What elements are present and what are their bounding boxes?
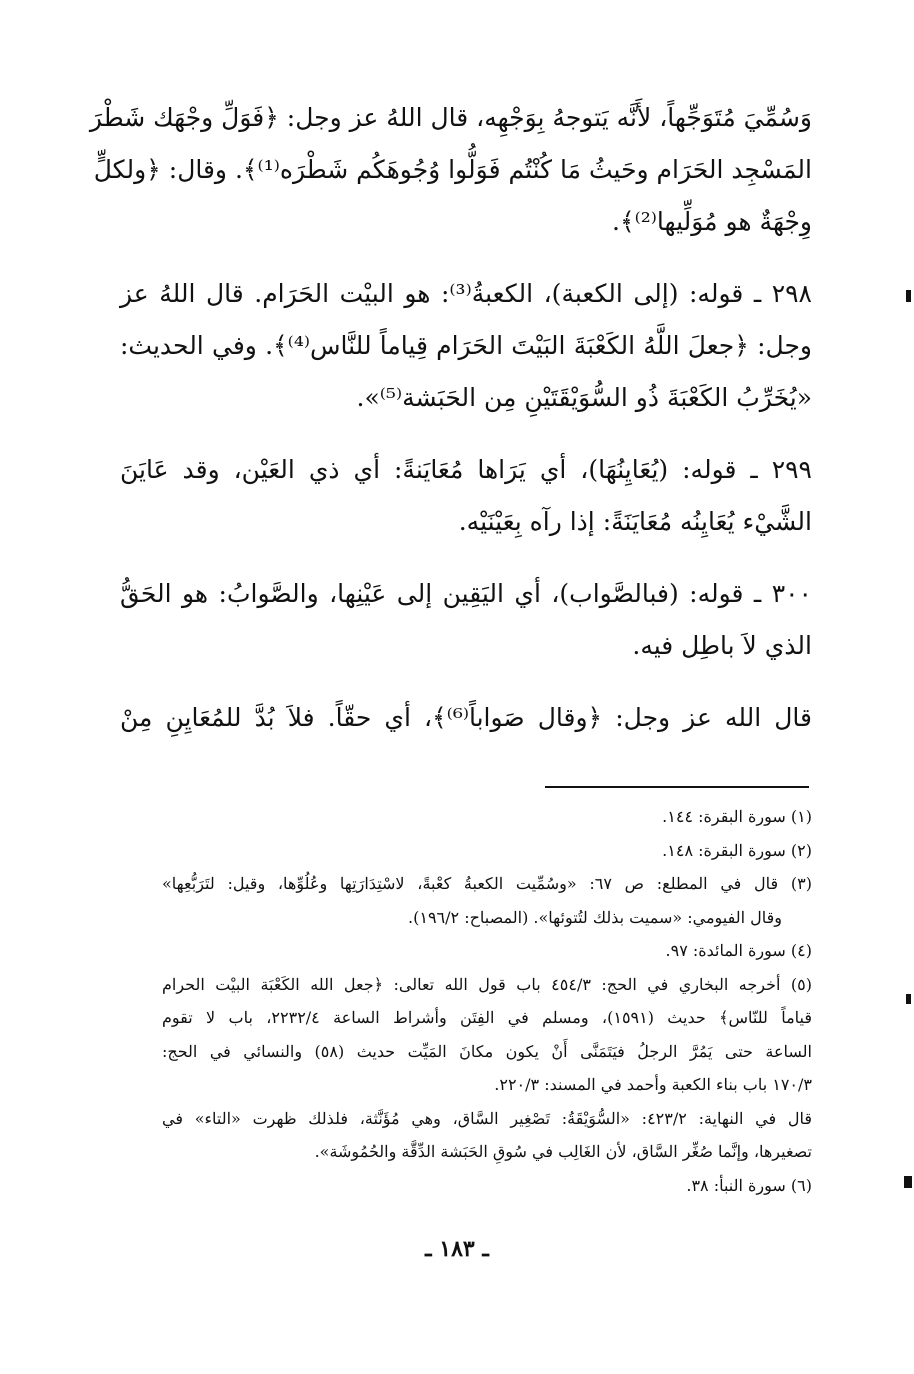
footnote-line: (٤) سورة المائدة: ٩٧. [665, 941, 812, 960]
scan-edge-mark [906, 290, 911, 302]
footnote-line: وقال الفيومي: «سميت بذلك لتُتوئها». (المصباح: ١٩٦/٢). [408, 907, 782, 927]
text-line: المَسْجِد الحَرَام وحَيثُ مَا كُنْتُم فَوَلُّوا وُجُوهَكُم شَطْرَه⁽¹⁾﴾. وقال: ﴿ولكلٍّ [93, 155, 812, 184]
text-line: الذي لاَ باطِل فيه. [632, 631, 812, 660]
footnote-line: ١٧٠/٣ باب بناء الكعبة وأحمد في المسند: ٢٢٠/٣. [494, 1075, 812, 1094]
text-line: قال الله عز وجل: ﴿وقال صَواباً⁽⁶⁾﴾، أي حقّاً. فلاَ بُدَّ للمُعَايِنِ مِنْ [120, 703, 812, 732]
text-line: الشَّيْء يُعَايِنُه مُعَايَنَةً: إذا رآه بِعَيْنَيْه. [458, 507, 812, 536]
footnote-2 [162, 834, 812, 868]
footnote-line: تصغيرها، وإنَّما صُغِّر السَّاق، لأن الغَالِب في سُوقِ الحَبَشة الدِّقَّة والحُمُوشَة». [314, 1142, 812, 1161]
footnote-line: (٥) أخرجه البخاري في الحج: ٤٥٤/٣ باب قول الله تعالى: ﴿جعل الله الكَعْبَة البيْت الحرام [162, 974, 812, 994]
text-line: وِجْهَةٌ هو مُوَلِّيها⁽²⁾﴾. [612, 207, 812, 236]
scan-edge-mark [904, 1176, 912, 1188]
paragraph-299 [120, 444, 812, 548]
footnote-separator [545, 786, 809, 788]
text-line: وجل: ﴿جعلَ اللَّهُ الكَعْبَةَ البَيْتَ الحَرَام قِياماً للنَّاس⁽⁴⁾﴾. وفي الحديث: [120, 331, 812, 360]
paragraph-300 [120, 568, 812, 672]
scan-edge-mark [906, 994, 911, 1004]
paragraph-298 [120, 268, 812, 424]
paragraph-continuation [120, 692, 812, 744]
text-line: ٣٠٠ ـ قوله: (فبالصَّواب)، أي اليَقِين إلى عَيْنِها، والصَّوابُ: هو الحَقُّ [120, 579, 812, 608]
footnote-line: (٣) قال في المطلع: ص ٦٧: «وسُمِّيت الكعبةُ كعْبةً، لاسْتِدَارَتِها وعُلُوِّها، وقيل: لتَرَبُّعِها» [162, 874, 813, 893]
footnote-line: قياماً للنّاس﴾ حديث (١٥٩١)، ومسلم في الفِتَن وأشراط الساعة ٢٢٣٢/٤، باب لا تقوم [162, 1008, 812, 1027]
text-line: وَسُمِّيَ مُتَوَجِّهاً، لأَنَّه يَتوجهُ بِوَجْهِه، قال اللهُ عز وجل: ﴿فَوَلِّ وجْهَك شَطْرَ [89, 103, 812, 132]
footnote-line: (٢) سورة البقرة: ١٤٨. [662, 840, 812, 860]
footnote-1 [162, 800, 812, 834]
paragraph-intro [89, 92, 812, 248]
footnote-line: قال في النهاية: ٤٢٣/٢: «السُّوَيْقَةُ: تَصْغِير السَّاق، وهي مُؤَنَّثة، فلذلك ظهرت «التاء» في [162, 1108, 812, 1128]
footnote-line: (١) سورة البقرة: ١٤٤. [662, 807, 812, 826]
text-line: «يُخَرِّبُ الكَعْبَةَ ذُو السُّوَيْقَتَيْنِ مِن الحَبَشة⁽⁵⁾». [356, 383, 812, 412]
footnote-6 [162, 1169, 812, 1203]
footnote-4 [162, 934, 812, 968]
footnote-line: الساعة حتى يَمُرَّ الرجلُ فيَتَمَنَّى أَنْ يكون مكانَ المَيِّت حديث (٥٨) والنسائي في الحج: [162, 1041, 812, 1061]
footnote-line: (٦) سورة النبأ: ٣٨. [686, 1175, 812, 1195]
footnotes [162, 800, 812, 1202]
text-line: ٢٩٨ ـ قوله: (إلى الكعبة)، الكعبةُ⁽³⁾: هو البيْت الحَرَام. قال اللهُ عز [120, 279, 812, 308]
text-line: ٢٩٩ ـ قوله: (يُعَايِنُهَا)، أي يَرَاها مُعَايَنةً: أي ذي العَيْن، وقد عَايَنَ [120, 455, 812, 484]
main-text [89, 92, 812, 764]
footnote-3 [162, 867, 812, 934]
footnote-5 [162, 968, 812, 1169]
page-number: ـ ١٨٣ ـ [425, 1236, 489, 1262]
